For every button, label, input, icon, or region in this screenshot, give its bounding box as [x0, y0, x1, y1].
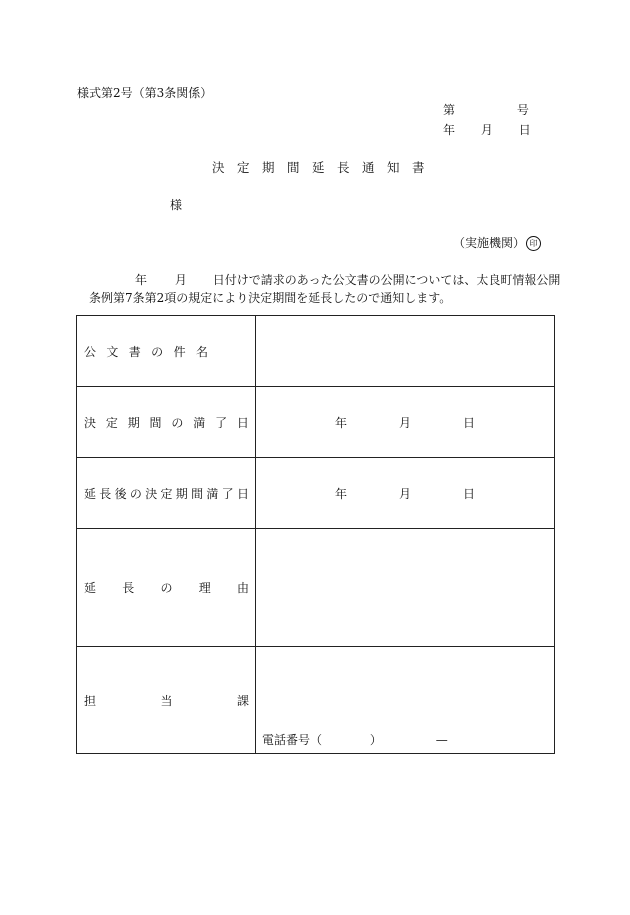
- label-char: 日: [236, 415, 249, 430]
- issue-date-month: 月: [480, 123, 493, 137]
- document-title: 決 定 期 間 延 長 通 知 書: [212, 160, 425, 175]
- seal-mark: 印: [526, 236, 541, 251]
- phone-number-line: [262, 731, 448, 748]
- label-char: 期: [175, 486, 188, 501]
- issue-date-year: 年: [443, 123, 456, 137]
- issuer: [453, 236, 541, 251]
- doc-number-suffix: 号: [516, 103, 529, 117]
- label-char: 日: [236, 486, 249, 501]
- phone-dash: —: [435, 733, 448, 747]
- body-line-1: [135, 274, 560, 286]
- label-char: 理: [198, 581, 211, 595]
- label-char: の: [129, 486, 142, 501]
- label-char: 書: [128, 344, 141, 359]
- document-number: [443, 104, 529, 116]
- decision-deadline-field[interactable]: [256, 387, 555, 458]
- date-day: 日: [463, 415, 476, 430]
- label-char: 後: [114, 486, 127, 501]
- table-row: [77, 387, 555, 458]
- label-char: 決: [84, 415, 97, 430]
- table-row: [77, 458, 555, 529]
- label-decision-deadline: [77, 387, 256, 458]
- label-char: 文: [106, 344, 119, 359]
- label-char: の: [160, 581, 173, 595]
- label-char: 間: [149, 415, 162, 430]
- label-char: 満: [206, 486, 219, 501]
- label-char: 期: [127, 415, 140, 430]
- responsible-section-field[interactable]: [256, 647, 555, 754]
- label-char: 長: [99, 486, 112, 501]
- issue-date-day: 日: [518, 123, 531, 137]
- label-char: 定: [105, 415, 118, 430]
- label-char: 延: [84, 581, 97, 595]
- extension-reason-field[interactable]: [256, 529, 555, 647]
- body-line-2: 条例第7条第2項の規定により決定期間を延長したので通知します。: [89, 291, 452, 305]
- label-char: 当: [160, 693, 173, 708]
- label-char: 長: [122, 581, 135, 595]
- table-row: [77, 316, 555, 387]
- table-row: [77, 529, 555, 647]
- label-char: 了: [221, 486, 234, 501]
- date-month: 月: [398, 415, 411, 430]
- label-char: 件: [173, 344, 186, 359]
- label-char: 課: [236, 693, 249, 708]
- label-char: 定: [160, 486, 173, 501]
- form-number: 様式第2号（第3条関係）: [77, 86, 213, 100]
- label-char: 公: [84, 344, 97, 359]
- phone-label: 電話番号（: [262, 733, 323, 747]
- body-line-1-rest: 日付けで請求のあった公文書の公開については、太良町情報公開: [212, 273, 561, 287]
- label-char: 由: [236, 581, 249, 595]
- details-table: [76, 315, 555, 754]
- issuer-label: （実施機関）: [452, 236, 525, 250]
- label-document-subject: [77, 316, 256, 387]
- label-char: 延: [84, 486, 97, 501]
- date-year: 年: [334, 486, 347, 501]
- label-char: 名: [195, 344, 208, 359]
- table-row: [77, 647, 555, 754]
- document-subject-field[interactable]: [256, 316, 555, 387]
- date-year: 年: [334, 415, 347, 430]
- addressee-suffix: 様: [170, 198, 183, 212]
- body-year: 年: [135, 273, 148, 287]
- label-char: 了: [215, 415, 228, 430]
- label-char: の: [151, 344, 164, 359]
- label-char: 間: [191, 486, 204, 501]
- doc-number-prefix: 第: [443, 103, 456, 117]
- extended-deadline-field[interactable]: [256, 458, 555, 529]
- label-char: 担: [84, 693, 97, 708]
- phone-close-paren: ）: [369, 733, 382, 747]
- label-char: 満: [193, 415, 206, 430]
- date-month: 月: [398, 486, 411, 501]
- label-extended-deadline: [77, 458, 256, 529]
- issue-date: [443, 124, 531, 136]
- label-char: の: [171, 415, 184, 430]
- label-extension-reason: [77, 529, 256, 647]
- label-responsible-section: [77, 647, 256, 754]
- label-char: 決: [145, 486, 158, 501]
- date-day: 日: [463, 486, 476, 501]
- body-month: 月: [174, 273, 187, 287]
